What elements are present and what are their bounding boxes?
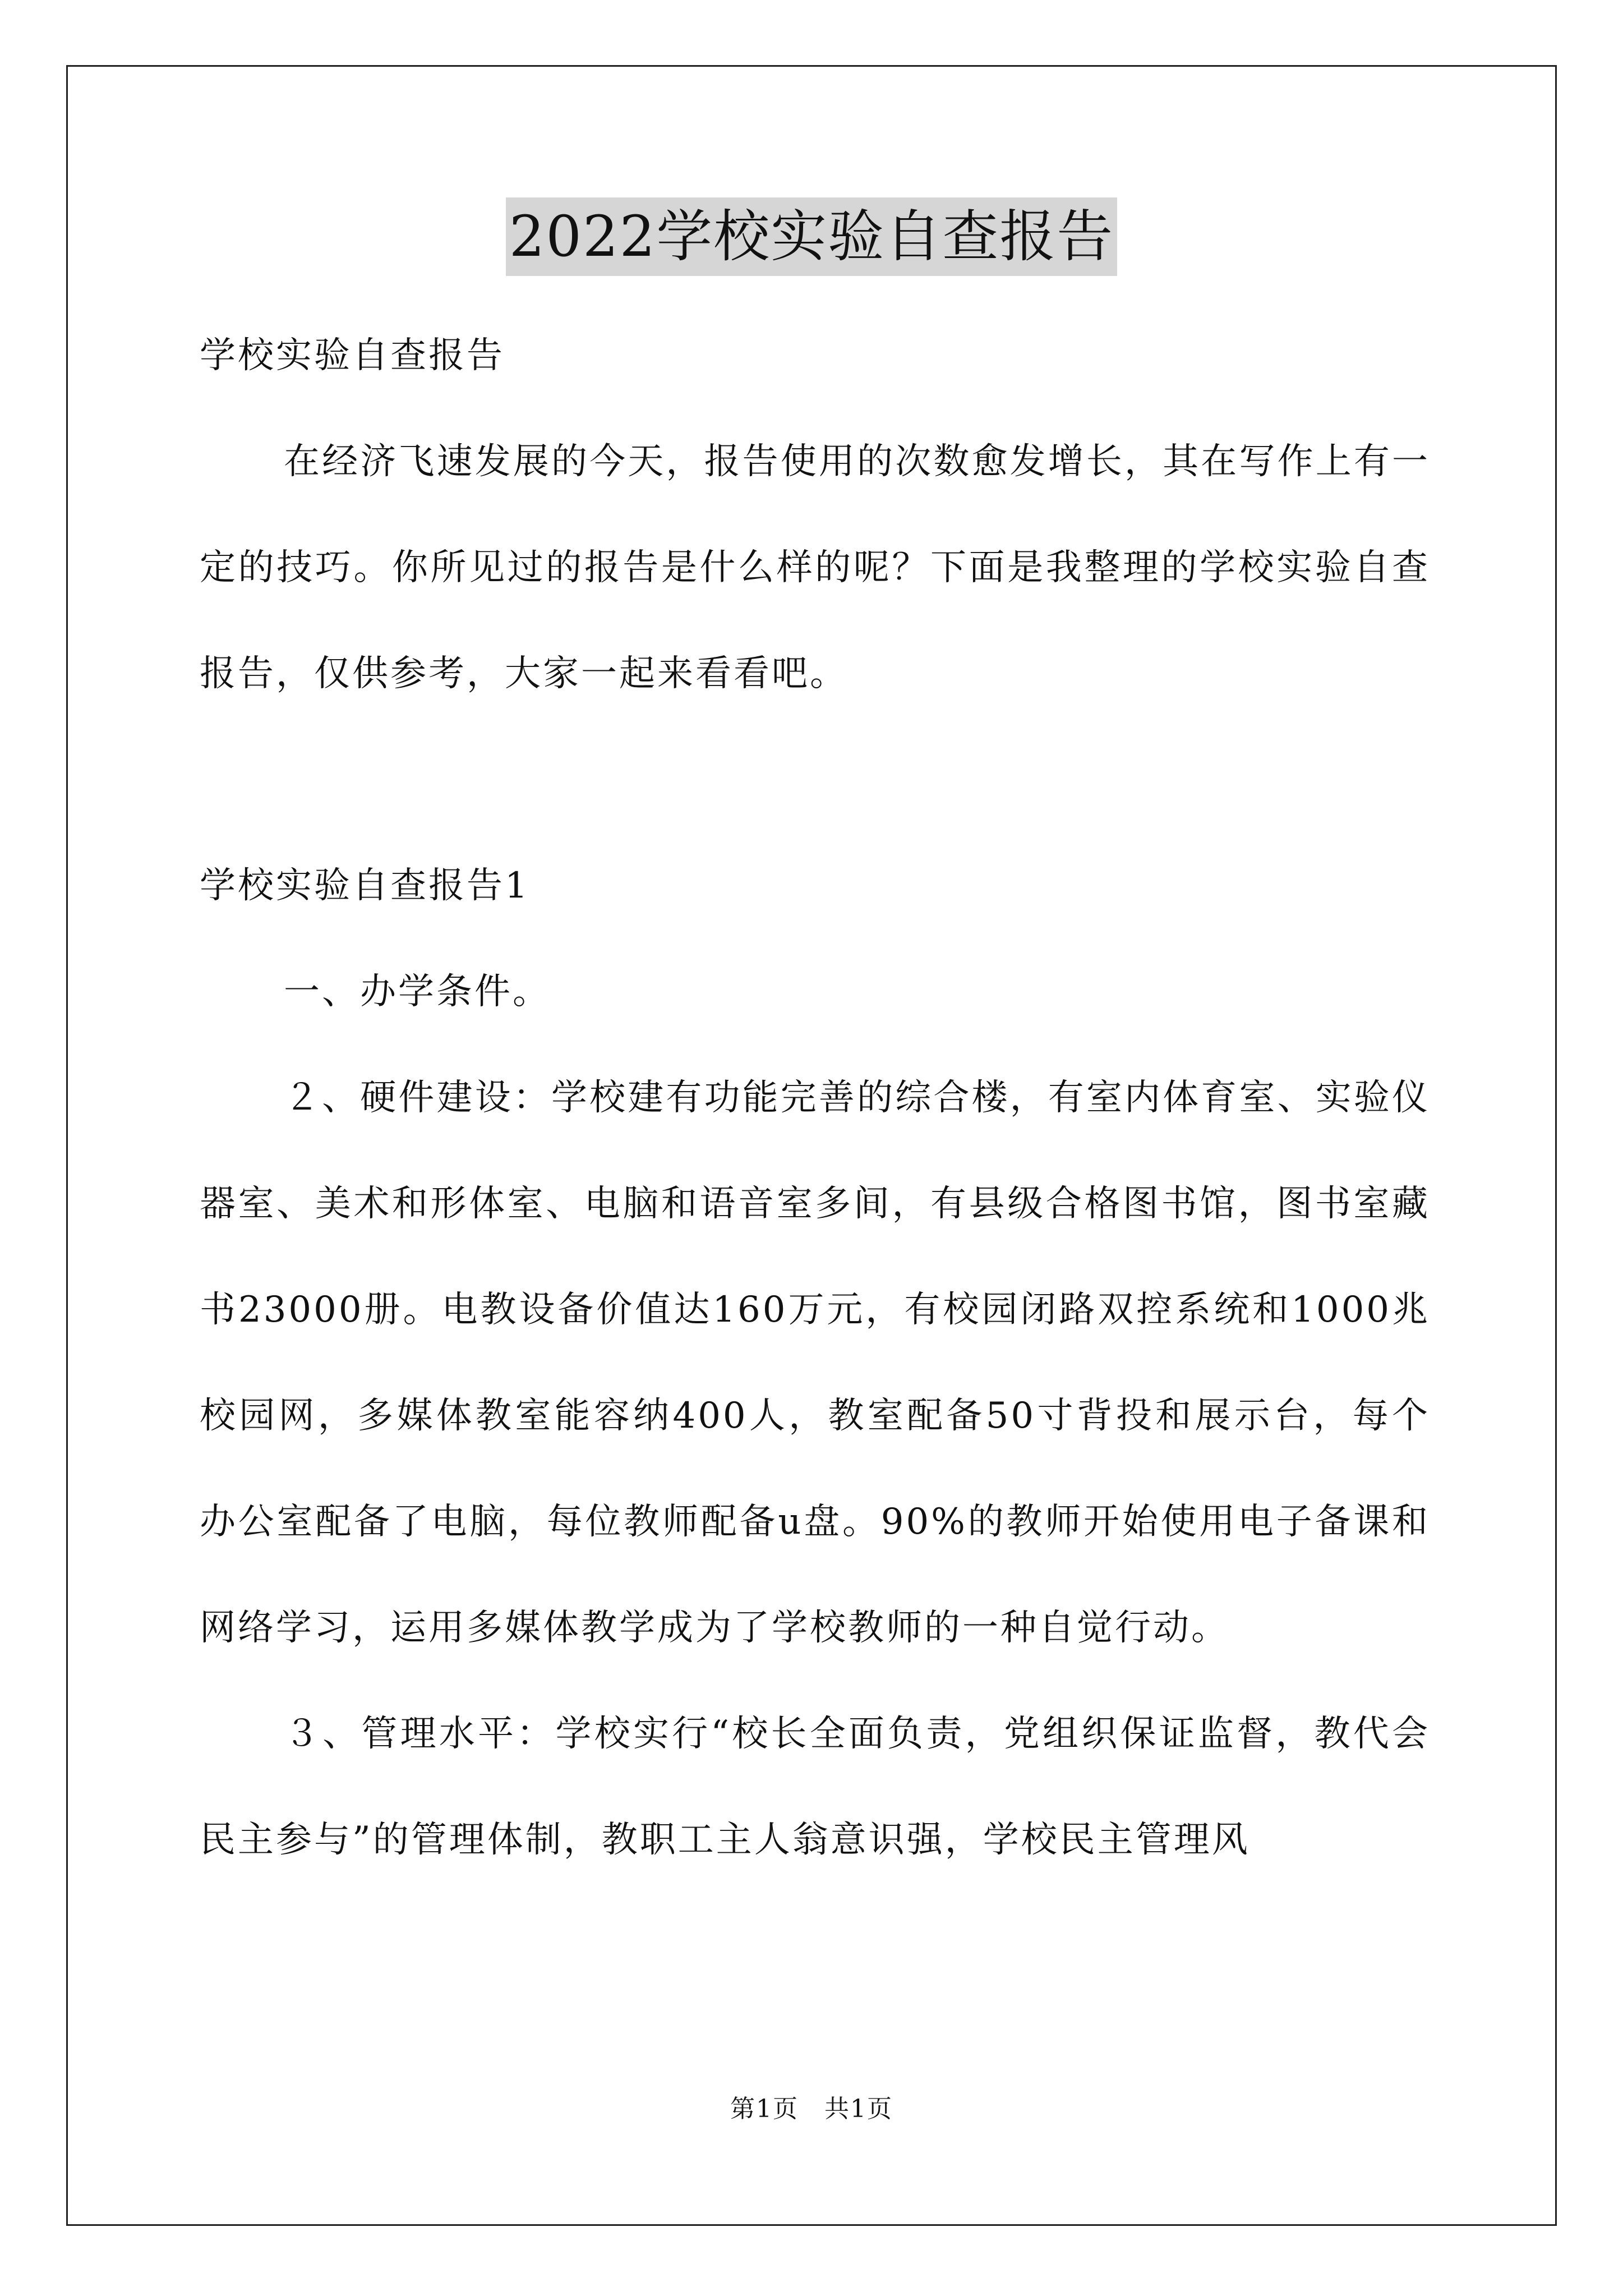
hardware-paragraph: ２、硬件建设：学校建有功能完善的综合楼，有室内体育室、实验仪器室、美术和形体室、电脑和语音室多间，有县级合格图书馆，图书室藏书23000册。电教设备价值达160万元，有校园闭路双控系统和1000兆校园网，多媒体教室能容纳400人，教室配备50寸背投和展示台，每个办公室配备了电脑，每位教师配备u盘。90%的教师开始使用电子备课和网络学习，运用多媒体教学成为了学校教师的一种自觉行动。 bbox=[200, 1077, 1430, 1649]
intro-paragraph: 在经济飞速发展的今天，报告使用的次数愈发增长，其在写作上有一定的技巧。你所见过的报告是什么样的呢？下面是我整理的学校实验自查报告，仅供参考，大家一起来看看吧。 bbox=[200, 441, 1430, 694]
document-title: 2022学校实验自查报告 bbox=[506, 197, 1118, 276]
title-container bbox=[0, 197, 1623, 276]
section-heading: 学校实验自查报告1 bbox=[200, 865, 530, 907]
document-body bbox=[200, 303, 1430, 1893]
page-footer: 第1页 共1页 bbox=[730, 2095, 893, 2123]
spacer bbox=[200, 727, 1430, 833]
subtitle: 学校实验自查报告 bbox=[200, 335, 505, 376]
management-paragraph: ３、管理水平：学校实行“校长全面负责，党组织保证监督，教代会民主参与”的管理体制，教职工主人翁意识强，学校民主管理风 bbox=[200, 1713, 1430, 1861]
item-heading: 一、办学条件。 bbox=[284, 971, 551, 1013]
